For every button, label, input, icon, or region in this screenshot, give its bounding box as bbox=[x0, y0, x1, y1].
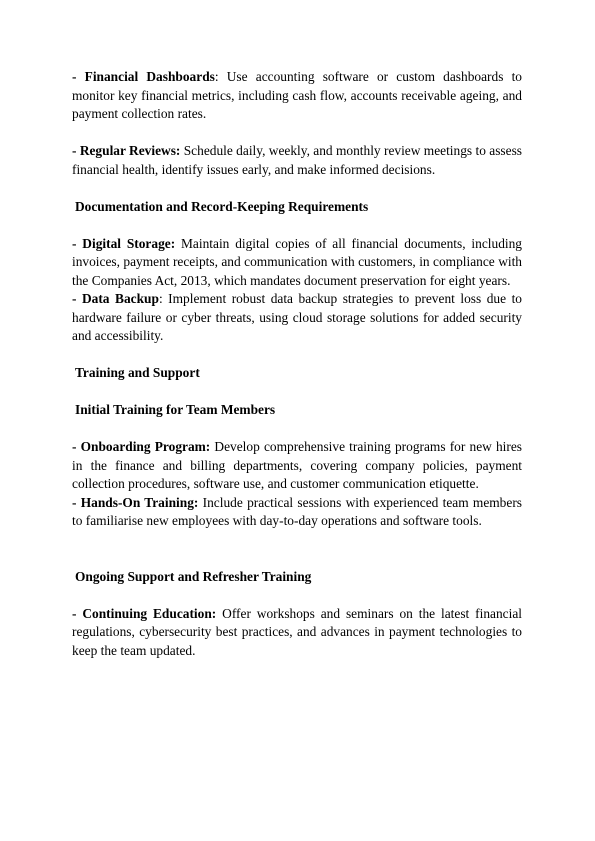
paragraph-digital-storage bbox=[72, 235, 522, 291]
text-continuing-education: Offer workshops and seminars on the latest financial regulations, cybersecurity best practices, and advances in payment technologies to keep the team updated. bbox=[72, 605, 523, 658]
heading-documentation: Documentation and Record-Keeping Requirements bbox=[75, 198, 369, 214]
text-onboarding-program: Develop comprehensive training programs for new hires in the finance and billing departments, covering company policies, payment collection procedures, software use, and customer communication etiquette. bbox=[72, 439, 522, 491]
heading-ongoing-support: Ongoing Support and Refresher Training bbox=[75, 568, 312, 584]
term-continuing-education: - Continuing Education: bbox=[72, 605, 217, 621]
term-onboarding-program: - Onboarding Program: bbox=[72, 439, 211, 454]
heading-initial-training: Initial Training for Team Members bbox=[75, 402, 276, 417]
text-hands-on-training: Include practical sessions with experienced team members to familiarise new employees with day-to-day operations and software tools. bbox=[72, 494, 522, 528]
paragraph-data-backup bbox=[72, 290, 522, 346]
paragraph-onboarding-program bbox=[72, 438, 522, 494]
term-regular-reviews: - Regular Reviews: bbox=[72, 143, 181, 158]
paragraph-regular-reviews bbox=[72, 142, 522, 179]
text-data-backup: : Implement robust data backup strategies to prevent loss due to hardware failure or cyber threats, using cloud storage solutions for added security and accessibility. bbox=[72, 291, 522, 343]
document-page bbox=[72, 68, 522, 660]
paragraph-continuing-education bbox=[72, 605, 522, 661]
term-digital-storage: - Digital Storage: bbox=[72, 235, 176, 251]
text-financial-dashboards: : Use accounting software or custom dashboards to monitor key financial metrics, including cash flow, accounts receivable ageing, and payment collection rates. bbox=[72, 69, 523, 121]
term-data-backup: - Data Backup bbox=[72, 291, 159, 306]
text-regular-reviews: Schedule daily, weekly, and monthly review meetings to assess financial health, identify issues early, and make informed decisions. bbox=[72, 143, 522, 177]
term-hands-on-training: - Hands-On Training: bbox=[72, 494, 199, 510]
paragraph-financial-dashboards bbox=[72, 68, 522, 124]
paragraph-hands-on-training bbox=[72, 494, 522, 531]
text-digital-storage: Maintain digital copies of all financial documents, including invoices, payment receipts, and communication with customers, in compliance with the Companies Act, 2013, which mandates document preservation for eight years. bbox=[72, 235, 522, 288]
heading-training-support: Training and Support bbox=[75, 365, 200, 380]
term-financial-dashboards: - Financial Dashboards bbox=[72, 69, 215, 84]
